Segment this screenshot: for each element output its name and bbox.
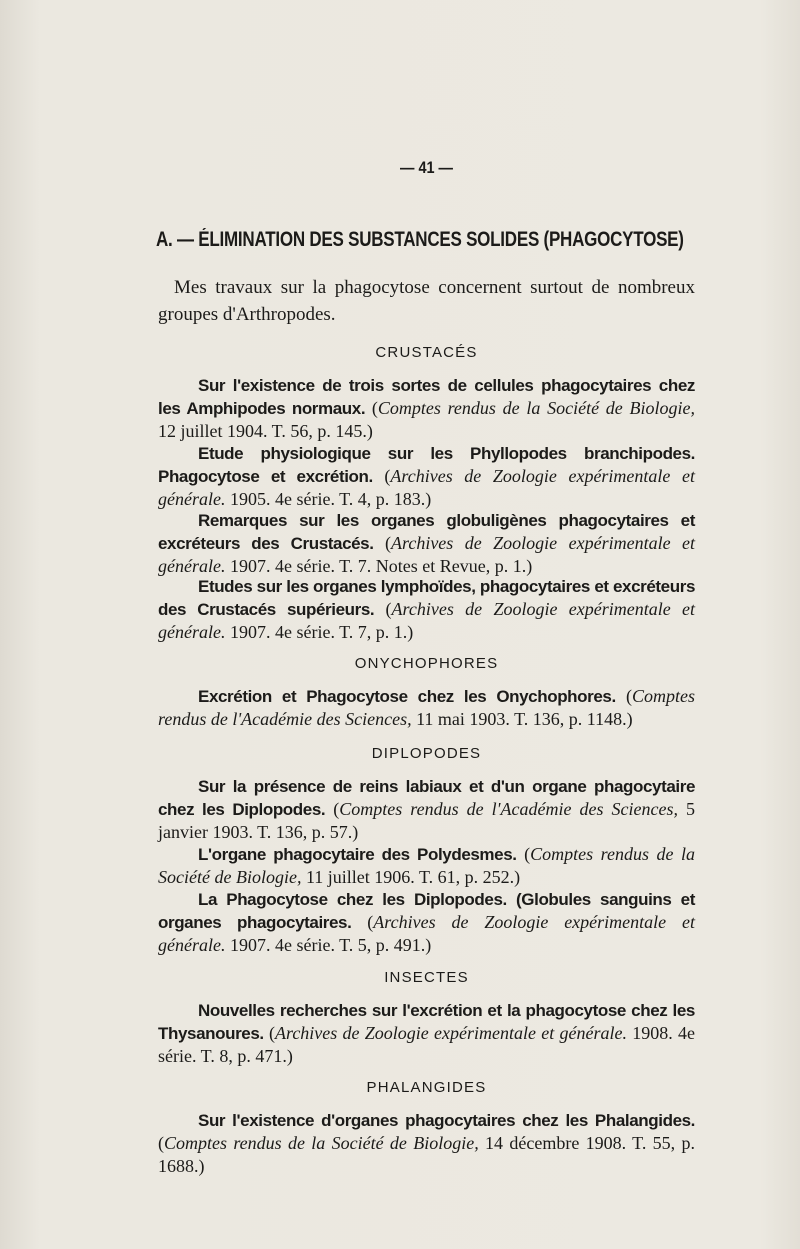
entry-journal: Comptes rendus de la Société de Biologie, <box>164 1133 479 1153</box>
bibliography-entry <box>158 374 695 443</box>
bibliography-entry <box>158 442 695 511</box>
entry-journal: Comptes rendus de l'Académie des Sciences, <box>158 686 696 729</box>
entry-open: ( <box>516 844 531 864</box>
entry-reference: 1907. 4e série. T. 7, p. 1.) <box>225 622 414 642</box>
entry-title: Sur l'existence d'organes phagocytaires chez les Phalangides. <box>198 1111 695 1130</box>
entry-open: ( <box>615 686 633 706</box>
entry-title: L'organe phagocytaire des Polydesmes. <box>198 845 517 864</box>
entry-title: Nouvelles recherches sur l'excrétion et la phagocytose chez les Thysanoures. <box>158 1001 695 1043</box>
bibliography-entry <box>158 888 695 957</box>
bibliography-entry <box>158 509 695 578</box>
bibliography-entry <box>158 843 695 889</box>
bibliography-entry <box>158 999 695 1068</box>
category-heading: PHALANGIDES <box>366 1079 487 1096</box>
entry-journal: Archives de Zoologie expérimentale et générale. <box>274 1023 627 1043</box>
category-heading: INSECTES <box>384 969 469 986</box>
entry-title: Etudes sur les organes lymphoïdes, phagocytaires et excréteurs des Crustacés supérieurs. <box>158 577 695 619</box>
entry-reference: 11 mai 1903. T. 136, p. 1148.) <box>411 709 633 729</box>
entry-journal: Comptes rendus de la Société de Biologie, <box>158 844 695 887</box>
entry-journal: Archives de Zoologie expérimentale et générale. <box>158 533 695 576</box>
entry-reference: 14 décembre 1908. T. 55, p. 1688.) <box>158 1133 695 1176</box>
entry-reference: 1907. 4e série. T. 7. Notes et Revue, p. 1.) <box>225 556 533 576</box>
bibliography-entry <box>158 1109 695 1178</box>
entry-open: ( <box>372 466 391 486</box>
entry-reference: 1908. 4e série. T. 8, p. 471.) <box>158 1023 695 1066</box>
entry-open: ( <box>158 1133 164 1153</box>
entry-journal: Comptes rendus de l'Académie des Sciences, <box>339 799 678 819</box>
category-heading: CRUSTACÉS <box>375 344 478 361</box>
entry-title: Remarques sur les organes globuligènes phagocytaires et excréteurs des Crustacés. <box>158 511 695 553</box>
bibliography-entry <box>158 575 695 644</box>
entry-journal: Archives de Zoologie expérimentale et générale. <box>158 599 695 642</box>
section-title: A. — ÉLIMINATION DES SUBSTANCES SOLIDES (PHAGOCYTOSE) <box>156 228 684 251</box>
entry-title: Sur l'existence de trois sortes de cellules phagocytaires chez les Amphipodes normaux. <box>158 376 695 418</box>
entry-open: ( <box>325 799 340 819</box>
entry-title: Sur la présence de reins labiaux et d'un organe phagocytaire chez les Diplopodes. <box>158 777 695 819</box>
entry-reference: 5 janvier 1903. T. 136, p. 57.) <box>158 799 696 842</box>
category-heading: DIPLOPODES <box>371 745 482 762</box>
bibliography-entry <box>158 685 695 731</box>
entry-reference: 1907. 4e série. T. 5, p. 491.) <box>225 935 432 955</box>
entry-reference: 1905. 4e série. T. 4, p. 183.) <box>225 489 432 509</box>
entry-journal: Comptes rendus de la Société de Biologie, <box>377 398 695 418</box>
category-heading: ONYCHOPHORES <box>354 655 499 672</box>
entry-title: Etude physiologique sur les Phyllopodes branchipodes. Phagocytose et excrétion. <box>158 444 695 486</box>
bibliography-entry <box>158 775 695 844</box>
entry-reference: 12 juillet 1904. T. 56, p. 145.) <box>158 421 373 441</box>
page-number: — 41 — <box>399 158 453 177</box>
entry-open: ( <box>373 533 391 553</box>
entry-open: ( <box>365 398 378 418</box>
entry-title: La Phagocytose chez les Diplopodes. (Globules sanguins et organes phagocytaires. <box>158 890 695 932</box>
entry-open: ( <box>351 912 374 932</box>
entry-reference: 11 juillet 1906. T. 61, p. 252.) <box>301 867 521 887</box>
entry-open: ( <box>263 1023 275 1043</box>
entry-journal: Archives de Zoologie expérimentale et générale. <box>158 466 695 509</box>
entry-open: ( <box>374 599 392 619</box>
entry-title: Excrétion et Phagocytose chez les Onychophores. <box>198 687 616 706</box>
entry-journal: Archives de Zoologie expérimentale et générale. <box>158 912 696 955</box>
intro-paragraph: Mes travaux sur la phagocytose concernent surtout de nombreux groupes d'Arthropodes. <box>158 277 695 325</box>
